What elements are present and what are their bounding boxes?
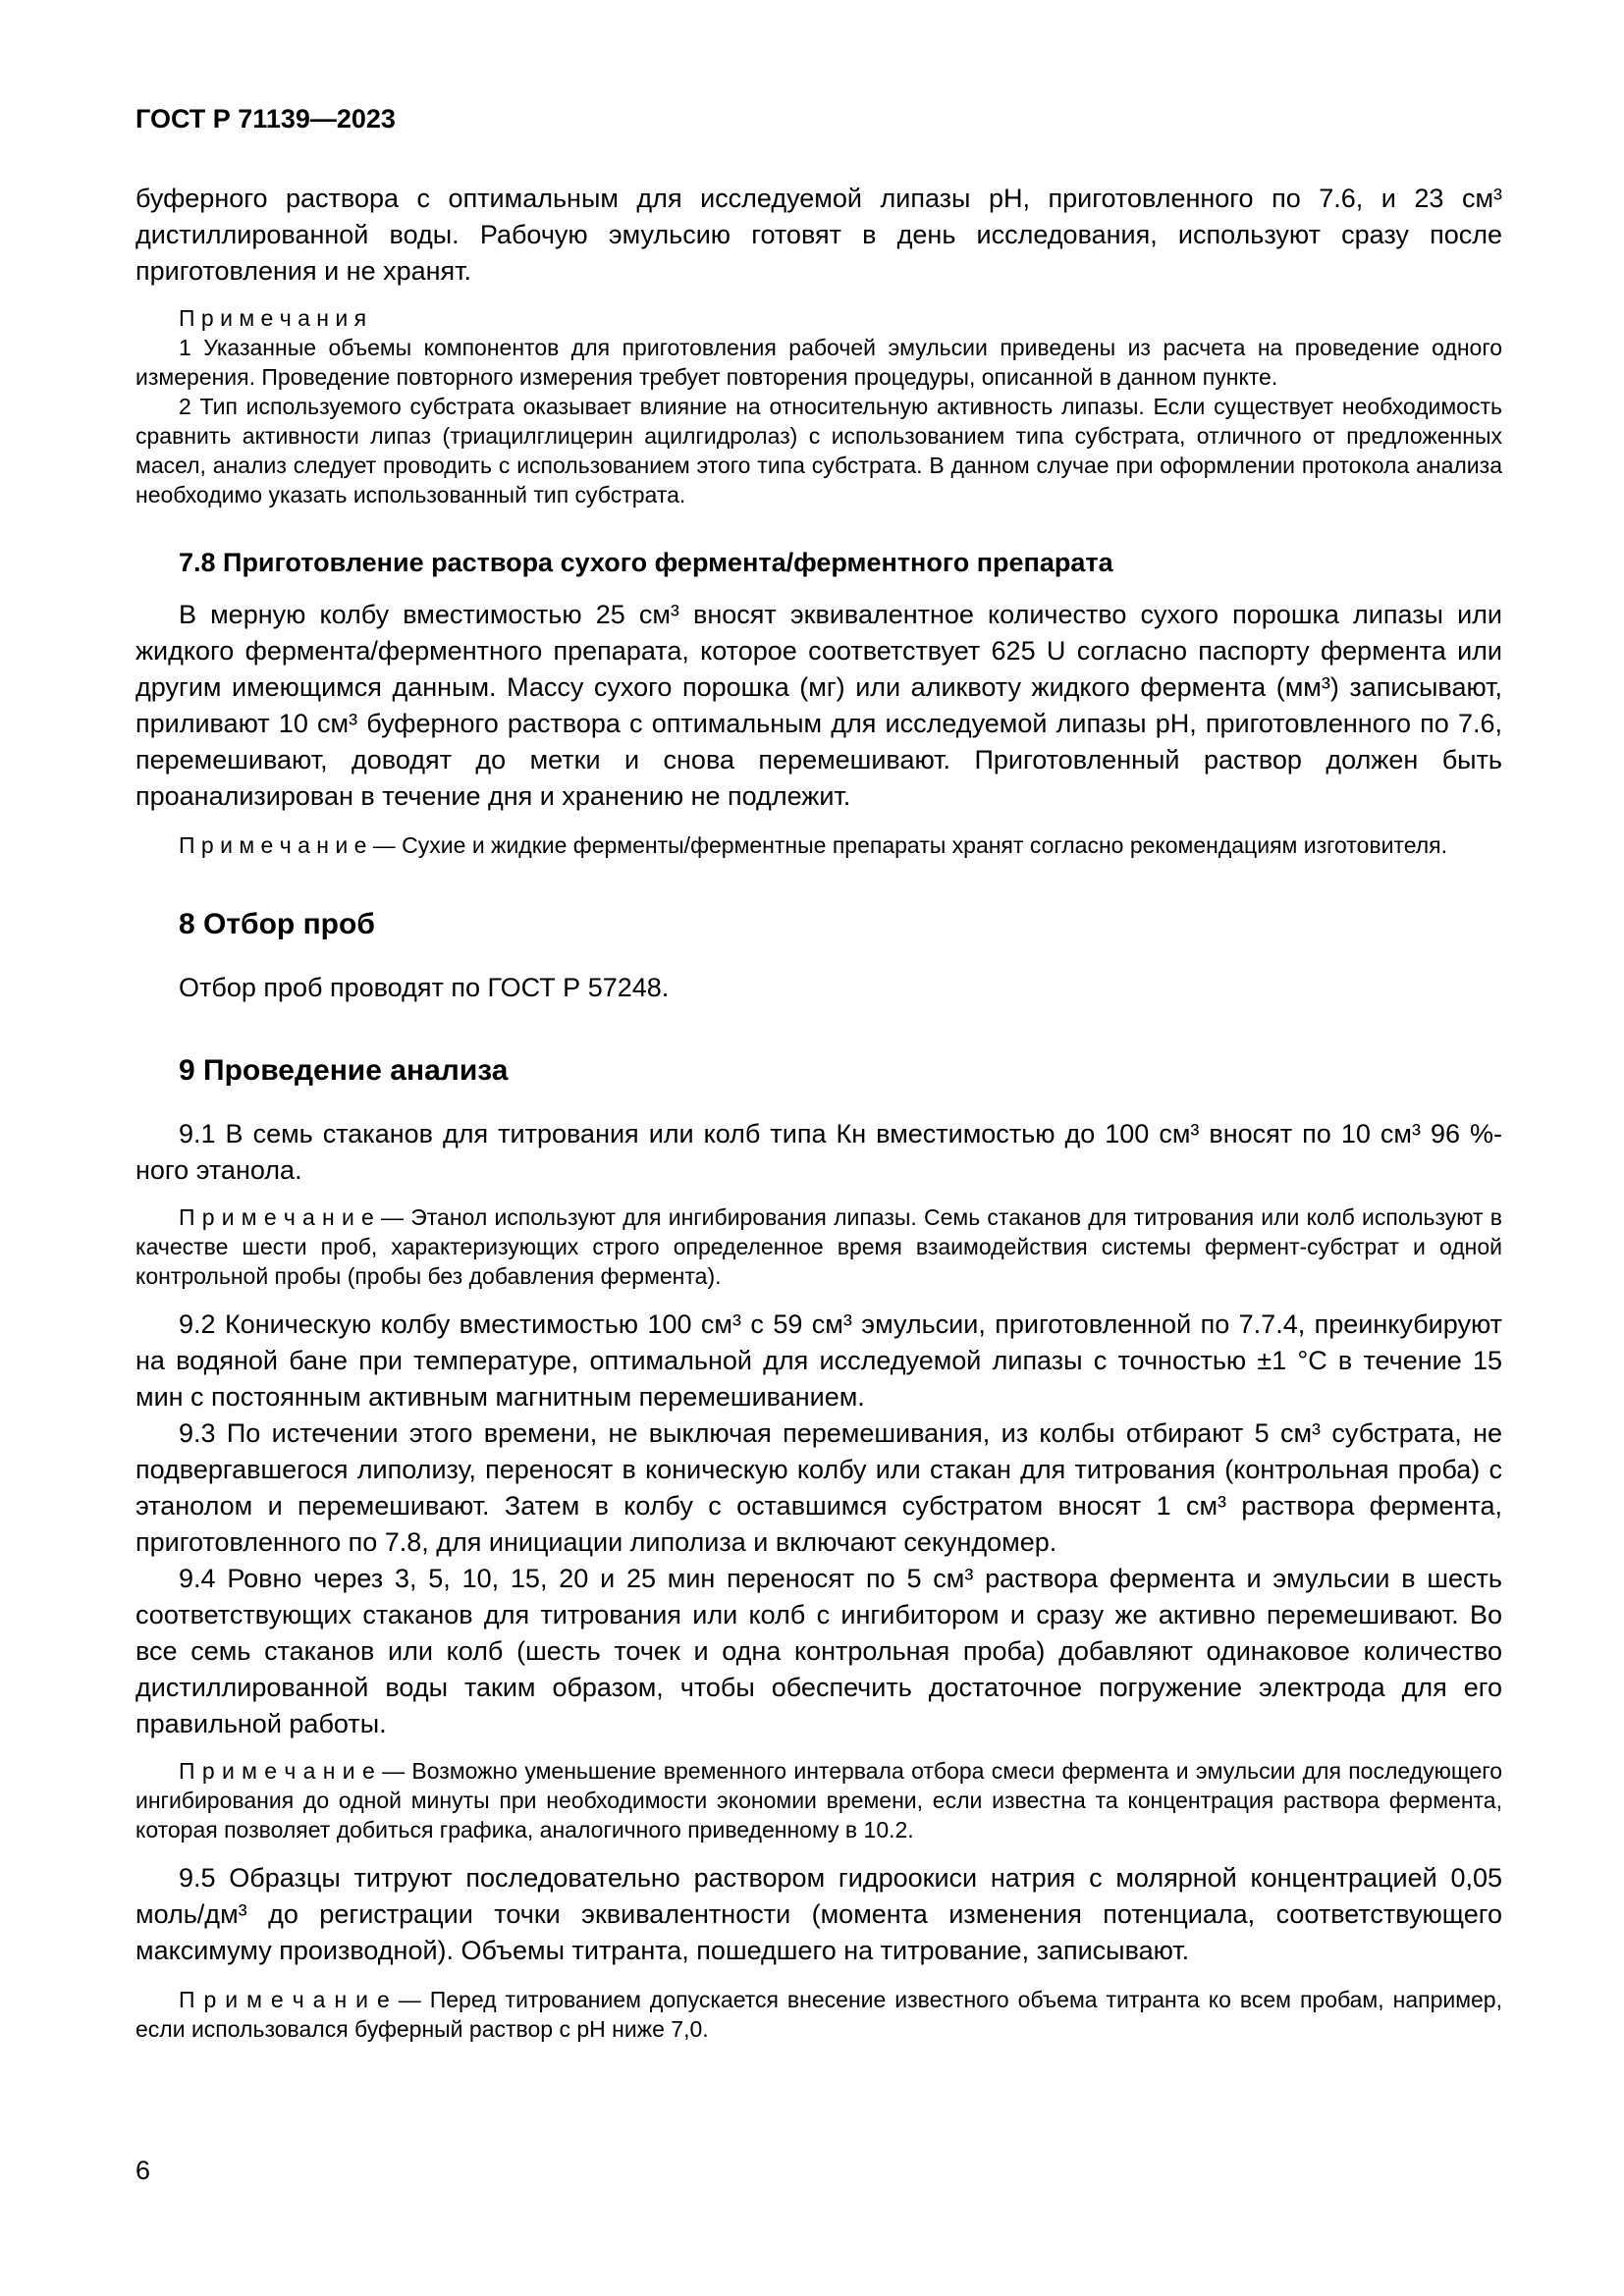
note-9-5: П р и м е ч а н и е — Перед титрованием допускается внесение известного объема титранта ко всем пробам, например, если использовался буферный раствор с pH ниже 7,0.: [135, 1987, 1502, 2042]
paragraph-9-2: 9.2 Коническую колбу вместимостью 100 см³ с 59 см³ эмульсии, приготовленной по 7.7.4, преинкубируют на водяной бане при температуре, оптимальной для исследуемой липазы с точностью ±1 °С в течение 15 мин с постоянным активным магнитным перемешиванием.: [135, 1309, 1502, 1412]
paragraph-7-8: В мерную колбу вместимостью 25 см³ вносят эквивалентное количество сухого порошка липазы или жидкого фермента/ферментного препарата, которое соответствует 625 U согласно паспорту фермента или другим имеющимся данным. Массу сухого порошка (мг) или аликвоту жидкого фермента (мм³) записывают, приливают 10 см³ буферного раствора с оптимальным для исследуемой липазы pH, приготовленного по 7.6, перемешивают, доводят до метки и снова перемешивают. Приготовленный раствор должен быть проанализирован в течение дня и хранению не подлежит.: [135, 600, 1502, 811]
section-heading-9: 9 Проведение анализа: [179, 1054, 509, 1087]
page-content: [135, 101, 1502, 2044]
notes-label: П р и м е ч а н и я: [179, 305, 367, 331]
paragraph-9-5: 9.5 Образцы титруют последовательно раствором гидроокиси натрия с молярной концентрацией 0,05 моль/дм³ до регистрации точки эквивалентности (момента изменения потенциала, соответствующего максимуму производной). Объемы титранта, пошедшего на титрование, записывают.: [135, 1863, 1502, 1965]
running-header: ГОСТ Р 71139—2023: [135, 104, 396, 133]
paragraph-9-1: 9.1 В семь стаканов для титрования или колб типа Кн вместимостью до 100 см³ вносят по 10 см³ 96 %-ного этанола.: [135, 1119, 1502, 1185]
section-heading-7-8: 7.8 Приготовление раствора сухого фермента/ферментного препарата: [179, 548, 1113, 577]
note-9-4: П р и м е ч а н и е — Возможно уменьшение временного интервала отбора смеси фермента и эмульсии для последующего ингибирования до одной минуты при необходимости экономии времени, если известна та концентрация раствора фермента, которая позволяет добиться графика, аналогичного приведенному в 10.2.: [135, 1758, 1502, 1842]
page-number: 6: [135, 2156, 151, 2185]
note-9-1: П р и м е ч а н и е — Этанол используют для ингибирования липазы. Семь стаканов для титрования или колб используют в качестве шести проб, характеризующих строго определенное время взаимодействия системы фермент-субстрат и одной контрольной пробы (пробы без добавления фермента).: [135, 1204, 1502, 1289]
section-heading-8: 8 Отбор проб: [179, 908, 375, 940]
note-7-8: П р и м е ч а н и е — Сухие и жидкие ферменты/ферментные препараты хранят согласно рекомендациям изготовителя.: [179, 832, 1447, 858]
paragraph-9-3: 9.3 По истечении этого времени, не выключая перемешивания, из колбы отбирают 5 см³ субстрата, не подвергавшегося липолизу, переносят в коническую колбу или стакан для титрования (контрольная проба) с этанолом и перемешивают. Затем в колбу с оставшимся субстратом вносят 1 см³ раствора фермента, приготовленного по 7.8, для инициации липолиза и включают секундомер.: [135, 1418, 1502, 1557]
note-1: 1 Указанные объемы компонентов для приготовления рабочей эмульсии приведены из расчета на проведение одного измерения. Проведение повторного измерения требует повторения процедуры, описанной в данном пункте.: [135, 335, 1502, 390]
note-2: 2 Тип используемого субстрата оказывает влияние на относительную активность липазы. Если существует необходимость сравнить активности липаз (триацилглицерин ацилгидролаз) с использованием типа субстрата, отличного от предложенных масел, анализ следует проводить с использованием этого типа субстрата. В данном случае при оформлении протокола анализа необходимо указать использованный тип субстрата.: [135, 394, 1502, 507]
paragraph-9-4: 9.4 Ровно через 3, 5, 10, 15, 20 и 25 мин переносят по 5 см³ раствора фермента и эмульсии в шесть соответствующих стаканов для титрования или колб с ингибитором и сразу же активно перемешивают. Во все семь стаканов или колб (шесть точек и одна контрольная проба) добавляют одинаковое количество дистиллированной воды таким образом, чтобы обеспечить достаточное погружение электрода для его правильной работы.: [135, 1564, 1502, 1738]
paragraph-8: Отбор проб проводят по ГОСТ Р 57248.: [179, 973, 670, 1002]
paragraph-intro-continuation: буферного раствора с оптимальным для исследуемой липазы pH, приготовленного по 7.6, и 23 см³ дистиллированной воды. Рабочую эмульсию готовят в день исследования, используют сразу после приготовления и не хранят.: [135, 184, 1502, 286]
